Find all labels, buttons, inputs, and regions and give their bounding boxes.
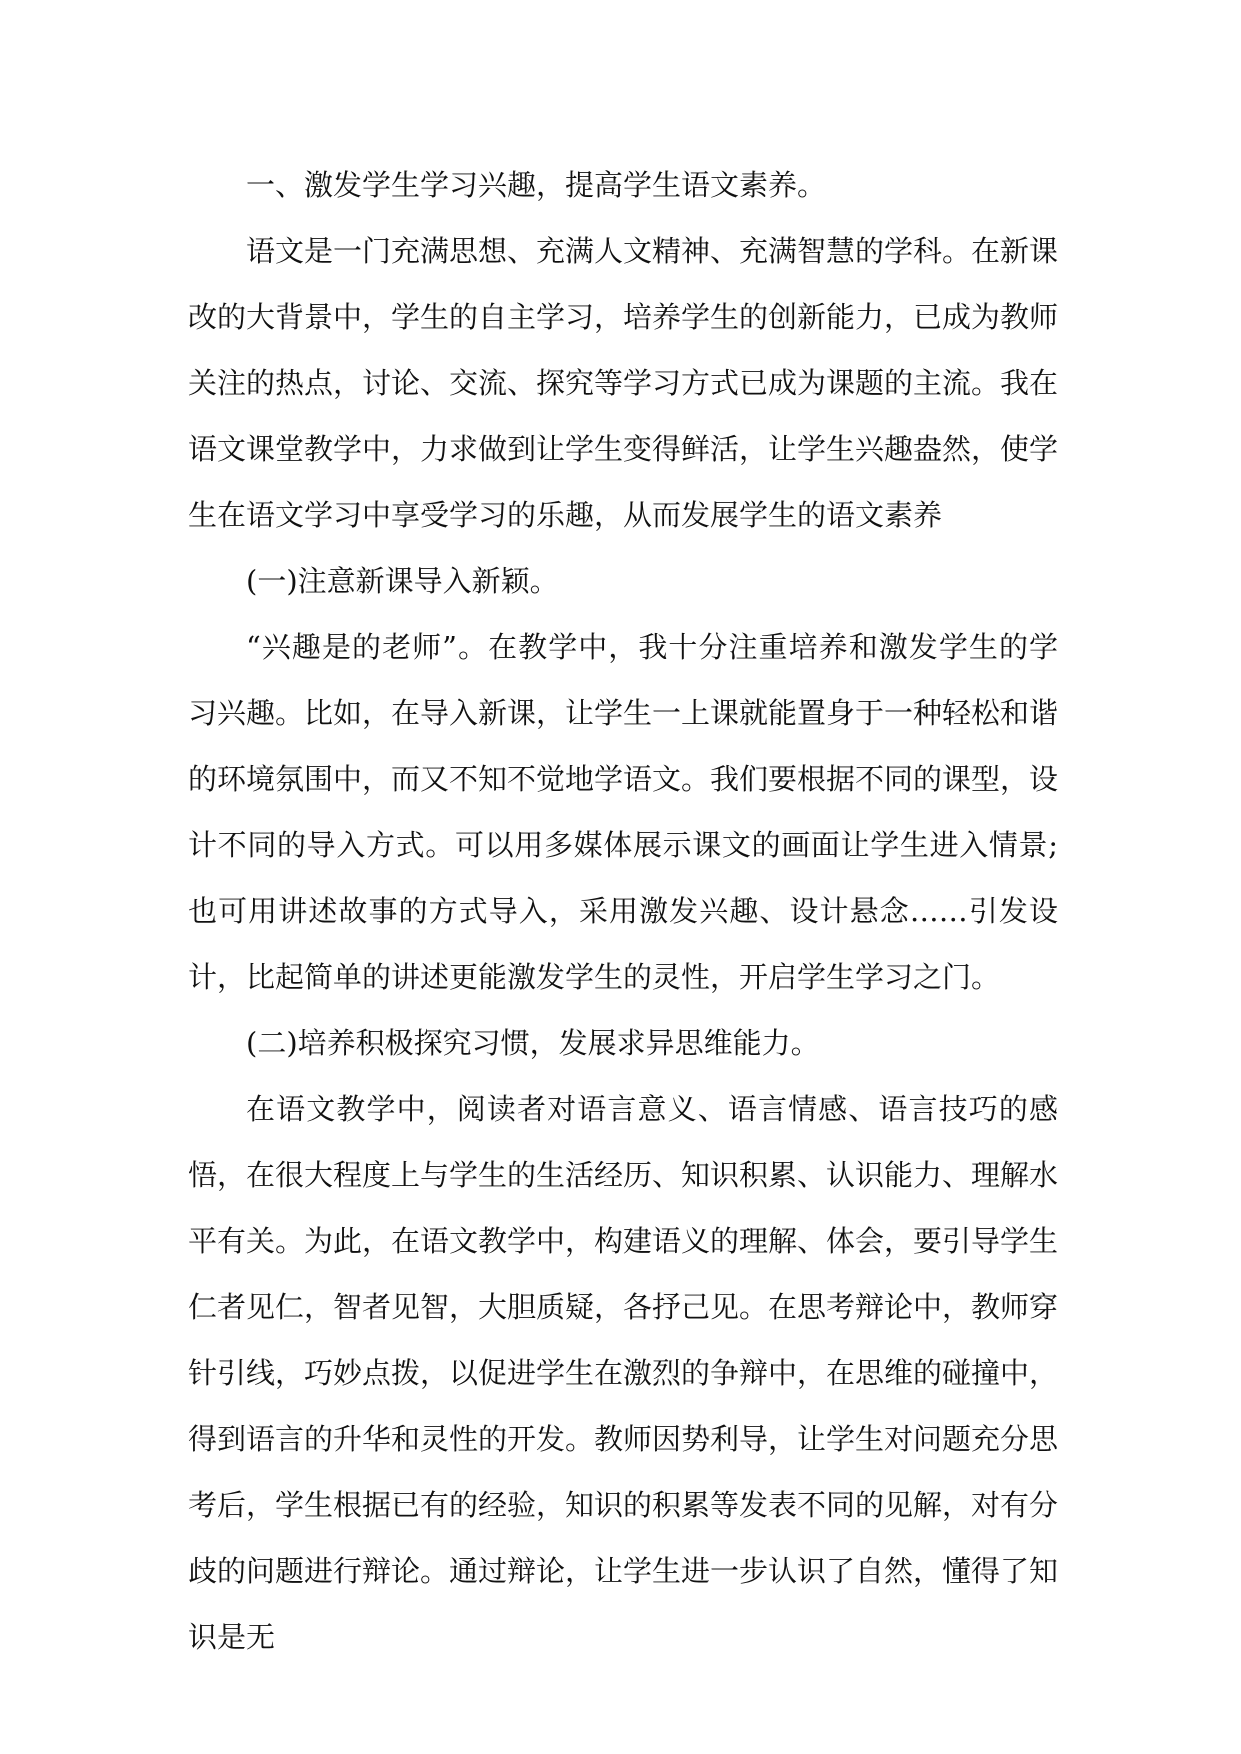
- subsection-heading-2: (二)培养积极探究习惯，发展求异思维能力。: [246, 1026, 820, 1060]
- body-paragraph-1: 语文是一门充满思想、充满人文精神、充满智慧的学科。在新课改的大背景中，学生的自主学习，培养学生的创新能力，已成为教师关注的热点，讨论、交流、探究等学习方式已成为课题的主流。我在语文课堂教学中，力求做到让学生变得鲜活，让学生兴趣盎然，使学生在语文学习中享受学习的乐趣，从而发展学生的语文素养: [188, 234, 1059, 532]
- subsection-heading-1: (一)注意新课导入新颖。: [246, 564, 559, 598]
- body-paragraph-2: “兴趣是的老师”。在教学中，我十分注重培养和激发学生的学习兴趣。比如，在导入新课，让学生一上课就能置身于一种轻松和谐的环境氛围中，而又不知不觉地学语文。我们要根据不同的课型，设计不同的导入方式。可以用多媒体展示课文的画面让学生进入情景;也可用讲述故事的方式导入，采用激发兴趣、设计悬念……引发设计，比起简单的讲述更能激发学生的灵性，开启学生学习之门。: [188, 630, 1059, 994]
- section-heading-1: 一、激发学生学习兴趣，提高学生语文素养。: [246, 168, 827, 202]
- document-body: [188, 152, 1058, 1670]
- body-paragraph-3: 在语文教学中，阅读者对语言意义、语言情感、语言技巧的感悟，在很大程度上与学生的生活经历、知识积累、认识能力、理解水平有关。为此，在语文教学中，构建语义的理解、体会，要引导学生仁者见仁，智者见智，大胆质疑，各抒己见。在思考辩论中，教师穿针引线，巧妙点拨，以促进学生在激烈的争辩中，在思维的碰撞中，得到语言的升华和灵性的开发。教师因势利导，让学生对问题充分思考后，学生根据已有的经验，知识的积累等发表不同的见解，对有分歧的问题进行辩论。通过辩论，让学生进一步认识了自然，懂得了知识是无: [188, 1092, 1059, 1654]
